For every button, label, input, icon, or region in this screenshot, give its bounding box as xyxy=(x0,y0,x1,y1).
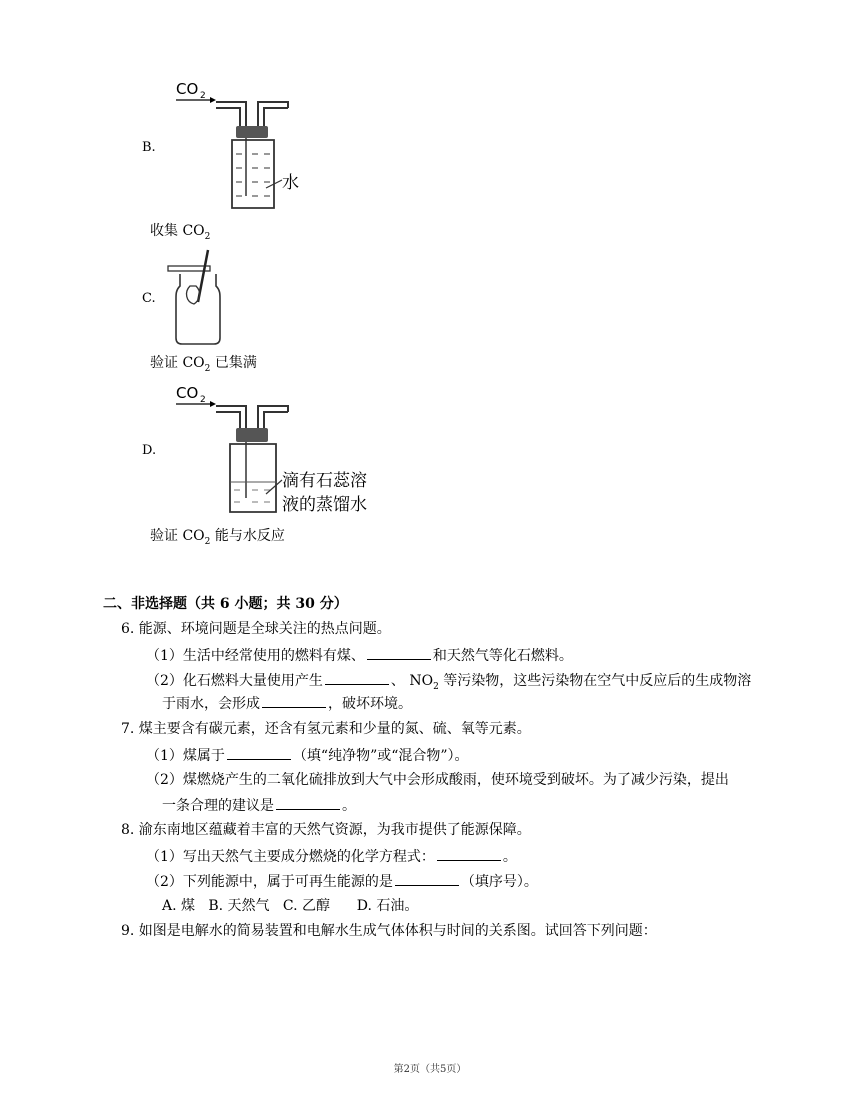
fig-d-co2-sub: 2 xyxy=(200,395,206,405)
answer-blank xyxy=(437,846,501,861)
option-c-figure xyxy=(164,244,234,348)
option-d-letter: D. xyxy=(142,443,157,458)
q8-part1: （1）写出天然气主要成分燃烧的化学方程式： 。 xyxy=(146,846,517,867)
q6-part2-cont: 于雨水，会形成 ，破坏环境。 xyxy=(162,693,412,714)
q7-part1: （1）煤属于 （填“纯净物”或“混合物”）。 xyxy=(146,745,469,766)
option-d-caption: 验证 $CO_2$ 能与水反应 xyxy=(150,528,285,547)
q9-stem: 9. 如图是电解水的简易装置和电解水生成气体体积与时间的关系图。试回答下列问题： xyxy=(121,923,657,939)
fig-b-co2-sub: 2 xyxy=(200,91,206,101)
answer-blank xyxy=(276,795,340,810)
fig-b-water-label: 水 xyxy=(282,173,299,193)
answer-blank xyxy=(227,745,291,760)
q7-stem: 7. 煤主要含有碳元素，还含有氢元素和少量的氮、硫、氧等元素。 xyxy=(121,721,531,737)
q8-stem: 8. 渝东南地区蕴藏着丰富的天然气资源，为我市提供了能源保障。 xyxy=(121,822,531,838)
option-b-caption: 收集 $CO_2$ xyxy=(150,223,211,242)
option-c-letter: C. xyxy=(142,291,156,306)
fig-d-label-line2: 液的蒸馏水 xyxy=(282,495,367,515)
fig-d-label-line1: 滴有石蕊溶 xyxy=(282,471,367,491)
answer-blank xyxy=(367,645,431,660)
q7-part2-cont: 一条合理的建议是 。 xyxy=(162,795,356,816)
answer-blank xyxy=(262,693,326,708)
option-b-figure xyxy=(170,76,310,214)
answer-blank xyxy=(395,871,459,886)
section-title: 二、非选择题（共 6 小题；共 30 分） xyxy=(103,596,348,612)
option-b-letter: B. xyxy=(142,140,156,155)
fig-b-co2-label: CO xyxy=(176,80,199,98)
q6-part1: （1）生活中经常使用的燃料有煤、 和天然气等化石燃料。 xyxy=(146,645,573,666)
page-footer: 第2页（共5页） xyxy=(393,1064,467,1075)
q8-choices: A. 煤 B. 天然气 C. 乙醇 D. 石油。 xyxy=(162,898,419,914)
q6-stem: 6. 能源、环境问题是全球关注的热点问题。 xyxy=(121,621,391,637)
answer-blank xyxy=(325,670,389,685)
fig-d-co2-label: CO xyxy=(176,384,199,402)
option-d-figure xyxy=(170,380,390,518)
q8-part2: （2）下列能源中，属于可再生能源的是 （填序号）。 xyxy=(146,871,538,892)
option-c-caption: 验证 $CO_2$ 已集满 xyxy=(150,355,257,374)
q6-part2: （2）化石燃料大量使用产生 、 $NO_2$ 等污染物，这些污染物在空气中反应后的生成物溶 xyxy=(146,670,751,697)
q7-part2: （2）煤燃烧产生的二氧化硫排放到大气中会形成酸雨，使环境受到破坏。为了减少污染，提出 xyxy=(146,772,729,788)
